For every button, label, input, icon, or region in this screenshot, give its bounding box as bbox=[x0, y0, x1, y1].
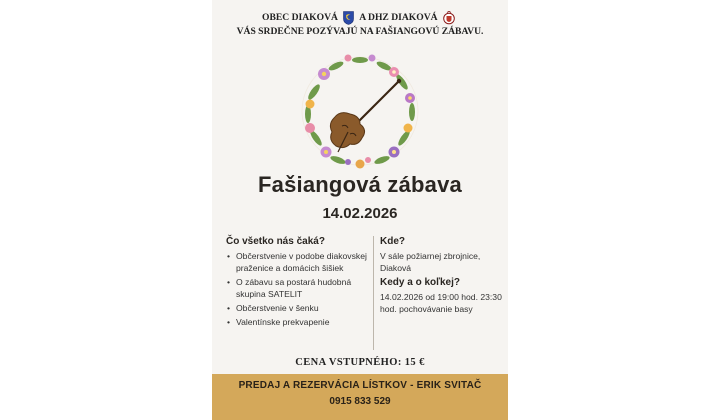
program-item: • O zábavu sa postará hudobná skupina SATELIT bbox=[226, 276, 374, 300]
program-list bbox=[226, 250, 374, 328]
column-divider bbox=[373, 236, 374, 350]
cello-floral-wreath-icon bbox=[298, 52, 422, 170]
program-item: • Valentínske prekvapenie bbox=[226, 316, 374, 328]
program-item: • Občerstvenie v šenku bbox=[226, 302, 374, 314]
where-heading: Kde? bbox=[380, 236, 405, 247]
when-text: 14.02.2026 od 19:00 hod. 23:30 hod. pochovávanie basy bbox=[380, 292, 502, 314]
ticket-sales-banner bbox=[212, 374, 508, 420]
venue-section bbox=[380, 236, 504, 318]
header-line1-part1: OBEC DIAKOVÁ bbox=[261, 12, 338, 24]
where-text: V sále požiarnej zbrojnice, Diaková bbox=[380, 251, 481, 273]
ticket-price: CENA VSTUPNÉHO: 15 € bbox=[295, 357, 425, 368]
when-heading: Kedy a o koľkej? bbox=[380, 277, 460, 288]
event-poster bbox=[212, 0, 508, 420]
fire-brigade-emblem-icon bbox=[443, 11, 455, 25]
contact-phone: 0915 833 529 bbox=[329, 396, 391, 407]
program-section bbox=[226, 236, 374, 330]
poster-header bbox=[212, 11, 508, 38]
event-date: 14.02.2026 bbox=[322, 205, 398, 222]
event-title: Fašiangová zábava bbox=[258, 172, 462, 197]
header-line2: VÁS SRDEČNE POZÝVAJÚ NA FAŠIANGOVÚ ZÁBAVU. bbox=[236, 26, 484, 37]
village-coat-of-arms-icon bbox=[343, 11, 354, 25]
ticket-sales-text: PREDAJ A REZERVÁCIA LÍSTKOV - ERIK SVITAČ bbox=[238, 380, 482, 391]
header-line1-part2: A DHZ DIAKOVÁ bbox=[359, 12, 438, 24]
program-item: • Občerstvenie v podobe diakovskej praženice a domácich šišiek bbox=[226, 250, 374, 274]
program-heading: Čo všetko nás čaká? bbox=[226, 236, 325, 247]
